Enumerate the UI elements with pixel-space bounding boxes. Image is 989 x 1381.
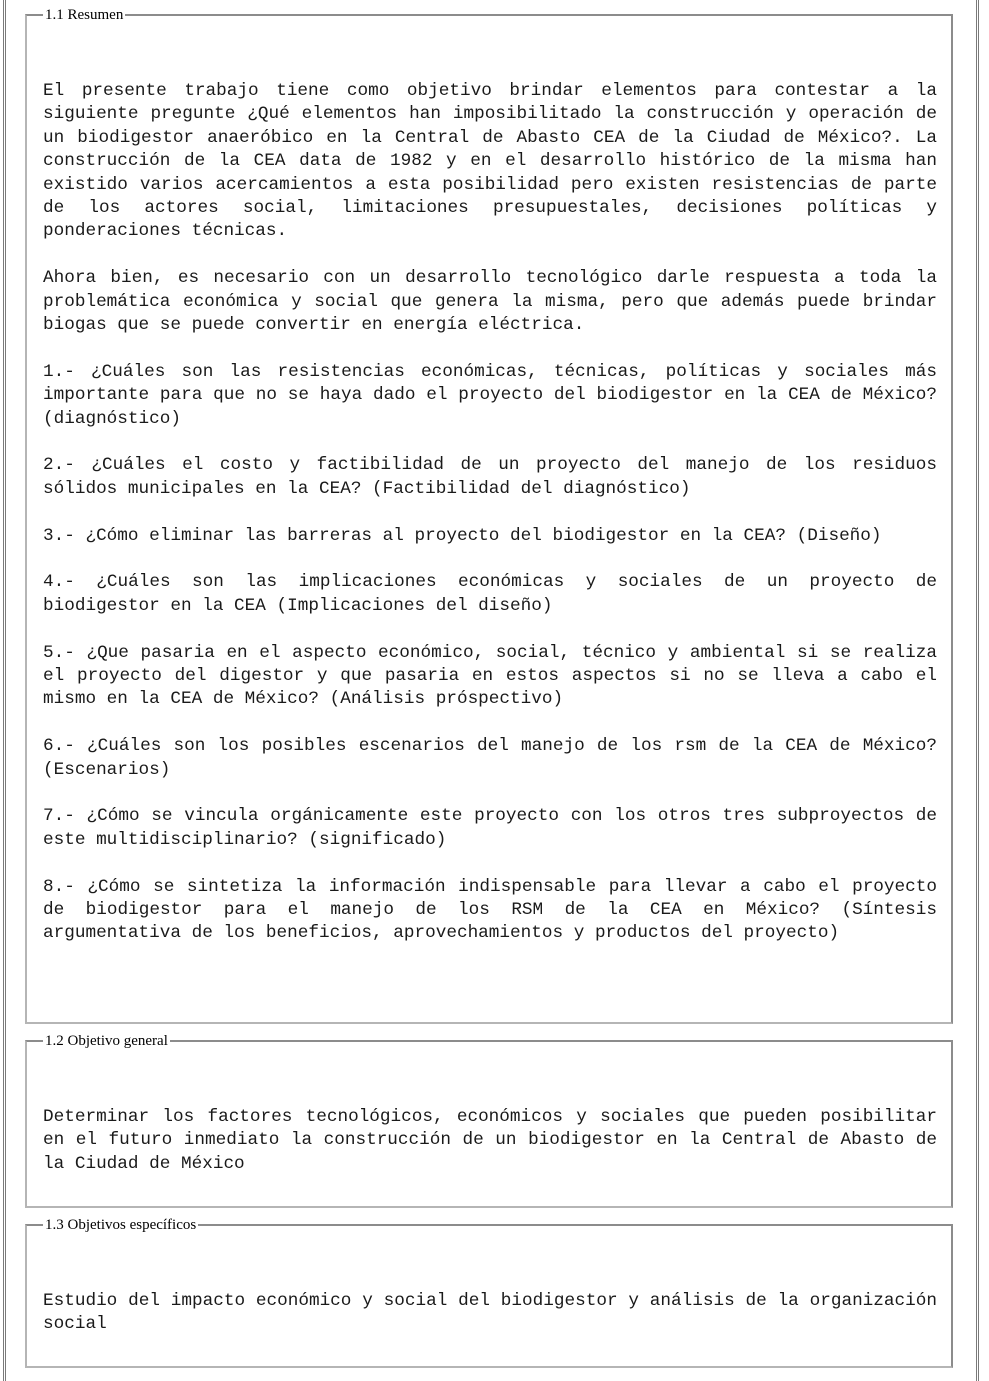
objetivos-especificos-text: Estudio del impacto económico y social del biodigestor y análisis de la organización social xyxy=(43,1291,937,1335)
question-5: 5.- ¿Que pasaria en el aspecto económico, social, técnico y ambiental si se realiza el proyecto del digestor y que pasaria en estos aspectos si no se lleva a cabo el mismo en la CEA de México? (Análisis próspectivo) xyxy=(43,642,937,710)
question-4: 4.- ¿Cuáles son las implicaciones económicas y sociales de un proyecto de biodigestor en la CEA (Implicaciones del diseño) xyxy=(43,572,937,616)
question-2: 2.- ¿Cuáles el costo y factibilidad de un proyecto del manejo de los residuos sólidos municipales en la CEA? (Factibilidad del diagnóstico) xyxy=(43,455,937,499)
resumen-paragraph: El presente trabajo tiene como objetivo brindar elementos para contestar a la siguiente pregunte ¿Qué elementos han imposibilitado la construcción y operación de un biodigestor anaeróbico en la Central de Abasto CEA de la Ciudad de México?. La construcción de la CEA data de 1982 y en el desarrollo histórico de la misma han existido varios acercamientos a esta posibilidad pero existen resistencias de parte de los actores social, limitaciones presupuestales, decisiones políticas y ponderaciones técnicas. xyxy=(43,81,937,242)
resumen-paragraph: Ahora bien, es necesario con un desarrollo tecnológico darle respuesta a toda la problemática económica y social que genera la misma, pero que además puede brindar biogas que se puede convertir en energía eléctrica. xyxy=(43,268,937,336)
objetivo-general-content xyxy=(43,1106,937,1176)
section-objetivos-especificos xyxy=(25,1216,953,1368)
section-heading-resumen: 1.1 Resumen xyxy=(45,7,124,23)
question-7: 7.- ¿Cómo se vincula orgánicamente este proyecto con los otros tres subproyectos de este multidisciplinario? (significado) xyxy=(43,806,937,850)
objetivo-general-text: Determinar los factores tecnológicos, económicos y sociales que pueden posibilitar en el futuro inmediato la construcción de un biodigestor en la Central de Abasto de la Ciudad de México xyxy=(43,1107,937,1174)
section-heading-objetivos-especificos: 1.3 Objetivos específicos xyxy=(45,1217,197,1233)
question-8: 8.- ¿Cómo se sintetiza la información indispensable para llevar a cabo el proyecto de biodigestor para el manejo de los RSM de la CEA en México? (Síntesis argumentativa de los beneficios, aprovechamientos y productos del proyecto) xyxy=(43,876,937,944)
objetivos-especificos-content xyxy=(43,1290,937,1337)
section-heading-objetivo-general: 1.2 Objetivo general xyxy=(45,1033,168,1049)
resumen-content xyxy=(43,80,937,969)
question-3: 3.- ¿Cómo eliminar las barreras al proyecto del biodigestor en la CEA? (Diseño) xyxy=(43,525,882,546)
question-6: 6.- ¿Cuáles son los posibles escenarios del manejo de los rsm de la CEA de México? (Escenarios) xyxy=(43,736,937,780)
question-1: 1.- ¿Cuáles son las resistencias económicas, técnicas, políticas y sociales más importante para que no se haya dado el proyecto del biodigestor en la CEA de México? (diagnóstico) xyxy=(43,361,937,429)
section-resumen xyxy=(25,6,953,1024)
section-objetivo-general xyxy=(25,1032,953,1208)
